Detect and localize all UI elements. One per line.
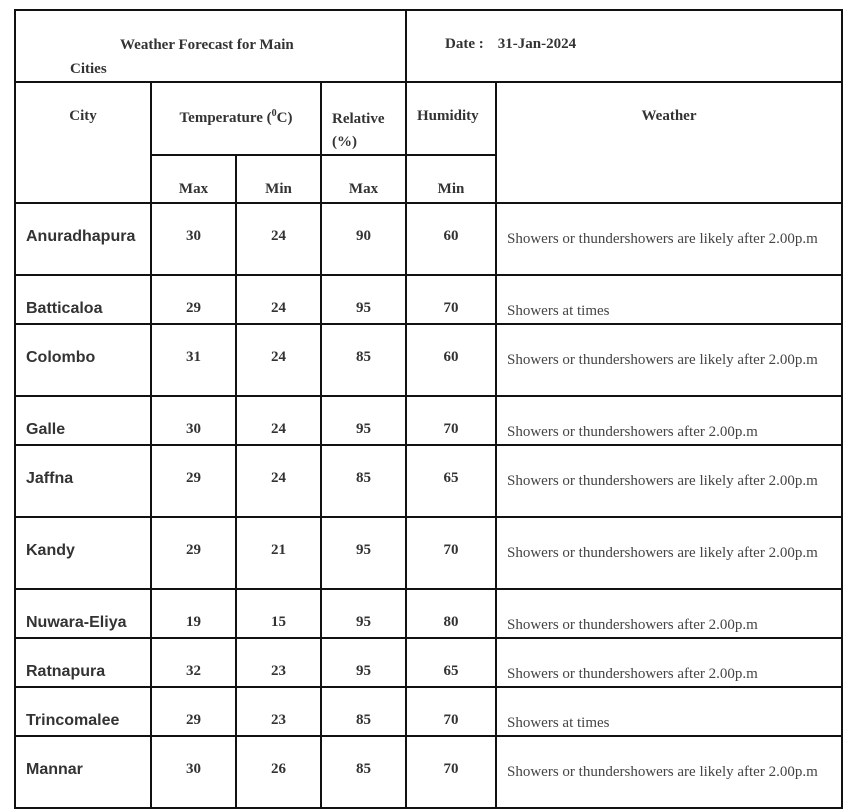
temp-min: 15 [236, 589, 321, 638]
temp-min: 21 [236, 517, 321, 589]
temp-max: 32 [151, 638, 236, 687]
subheader-humidity-max: Max [321, 155, 406, 203]
table-row [15, 396, 842, 445]
city-name: Nuwara-Eliya [15, 589, 151, 638]
weather-text: Showers or thundershowers are likely after 2.00p.m [496, 445, 842, 517]
page-title: Weather Forecast for Main [120, 37, 294, 53]
humidity-max: 85 [321, 687, 406, 736]
date-label: Date : [445, 36, 484, 52]
header-city: City [15, 82, 151, 203]
city-name: Mannar [15, 736, 151, 808]
humidity-max: 85 [321, 324, 406, 396]
page-title-continuation: Cities [70, 61, 107, 77]
table-row [15, 445, 842, 517]
temp-max: 30 [151, 736, 236, 808]
temp-max: 29 [151, 275, 236, 324]
header-relative: Relative (%) [321, 82, 406, 155]
temp-min: 23 [236, 687, 321, 736]
temp-max: 30 [151, 396, 236, 445]
temp-max: 19 [151, 589, 236, 638]
humidity-min: 70 [406, 736, 496, 808]
humidity-min: 70 [406, 396, 496, 445]
table-row [15, 275, 842, 324]
temp-min: 24 [236, 275, 321, 324]
humidity-max: 95 [321, 638, 406, 687]
humidity-max: 95 [321, 589, 406, 638]
humidity-max: 95 [321, 275, 406, 324]
date-value: 31-Jan-2024 [497, 36, 577, 52]
temp-min: 24 [236, 324, 321, 396]
temp-max: 29 [151, 517, 236, 589]
temp-min: 26 [236, 736, 321, 808]
city-name: Batticaloa [15, 275, 151, 324]
table-row [15, 687, 842, 736]
temp-min: 23 [236, 638, 321, 687]
header-temperature-suffix: C) [276, 110, 293, 126]
humidity-min: 80 [406, 589, 496, 638]
weather-text: Showers or thundershowers are likely after 2.00p.m [496, 736, 842, 808]
weather-text: Showers or thundershowers are likely after 2.00p.m [496, 517, 842, 589]
header-temperature [151, 82, 321, 155]
humidity-max: 95 [321, 517, 406, 589]
city-name: Trincomalee [15, 687, 151, 736]
humidity-min: 70 [406, 687, 496, 736]
humidity-max: 85 [321, 736, 406, 808]
degree-mark: 0 [271, 108, 277, 119]
temp-max: 30 [151, 203, 236, 275]
table-row [15, 203, 842, 275]
table-row [15, 517, 842, 589]
city-name: Galle [15, 396, 151, 445]
temp-min: 24 [236, 203, 321, 275]
humidity-max: 90 [321, 203, 406, 275]
humidity-max: 95 [321, 396, 406, 445]
weather-text: Showers or thundershowers after 2.00p.m [496, 638, 842, 687]
humidity-min: 70 [406, 275, 496, 324]
table-row [15, 638, 842, 687]
subheader-humidity-min: Min [406, 155, 496, 203]
temp-min: 24 [236, 445, 321, 517]
subheader-temp-max: Max [151, 155, 236, 203]
city-name: Anuradhapura [15, 203, 151, 275]
humidity-min: 60 [406, 324, 496, 396]
title-cell [15, 10, 406, 82]
weather-text: Showers or thundershowers are likely after 2.00p.m [496, 203, 842, 275]
city-name: Kandy [15, 517, 151, 589]
table-row [15, 736, 842, 808]
weather-text: Showers or thundershowers are likely after 2.00p.m [496, 324, 842, 396]
title-row [15, 10, 842, 82]
temp-max: 31 [151, 324, 236, 396]
humidity-min: 70 [406, 517, 496, 589]
humidity-min: 65 [406, 445, 496, 517]
table-row [15, 589, 842, 638]
humidity-min: 65 [406, 638, 496, 687]
header-humidity: Humidity [406, 82, 496, 155]
date-cell [406, 10, 842, 82]
temp-min: 24 [236, 396, 321, 445]
city-name: Colombo [15, 324, 151, 396]
city-name: Ratnapura [15, 638, 151, 687]
subheader-temp-min: Min [236, 155, 321, 203]
table-row [15, 324, 842, 396]
humidity-min: 60 [406, 203, 496, 275]
temp-max: 29 [151, 687, 236, 736]
header-temperature-prefix: Temperature ( [179, 110, 272, 126]
temp-max: 29 [151, 445, 236, 517]
humidity-max: 85 [321, 445, 406, 517]
city-name: Jaffna [15, 445, 151, 517]
weather-text: Showers or thundershowers after 2.00p.m [496, 396, 842, 445]
weather-text: Showers at times [496, 275, 842, 324]
forecast-table [14, 9, 843, 809]
weather-text: Showers or thundershowers after 2.00p.m [496, 589, 842, 638]
weather-text: Showers at times [496, 687, 842, 736]
header-row [15, 82, 842, 155]
header-weather: Weather [496, 82, 842, 203]
